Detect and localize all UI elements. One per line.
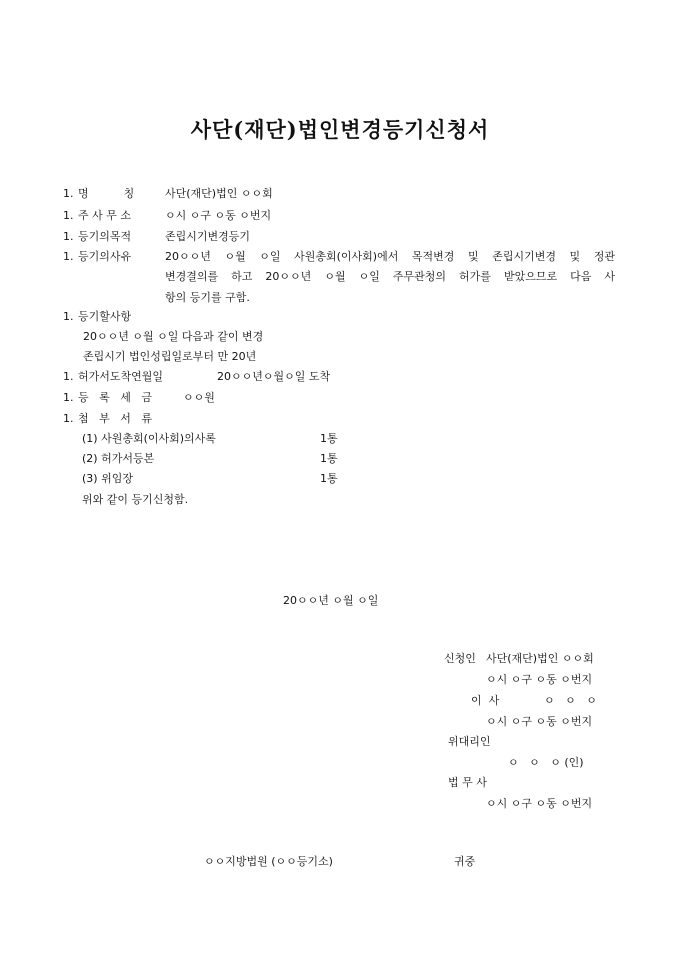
reason-line-3: 항의 등기를 구함.: [165, 291, 250, 304]
matters-label: 등기할사항: [78, 310, 132, 323]
item-number: 1.: [63, 370, 74, 383]
attachment-count: 1통: [320, 472, 338, 485]
application-date: 20ㅇㅇ년 ㅇ월 ㅇ일: [283, 594, 379, 607]
document-title: 사단(재단)법인변경등기신청서: [190, 117, 490, 142]
attachment-count: 1통: [320, 432, 338, 445]
name-value: 사단(재단)법인 ㅇㅇ회: [165, 187, 273, 200]
director-name: ㅇ ㅇ ㅇ: [544, 694, 597, 707]
agent-label: 위대리인: [448, 735, 491, 748]
attachment-label: (3) 위임장: [82, 472, 133, 485]
applicant-address: ㅇ시 ㅇ구 ㅇ동 ㅇ번지: [486, 673, 593, 686]
item-number: 1.: [63, 209, 74, 222]
purpose-label: 등기의목적: [78, 230, 132, 243]
reason-line-2: 변경결의를 하고 20ㅇㅇ년 ㅇ월 ㅇ일 주무관청의 허가를 받았으므로 다음 사: [165, 270, 615, 283]
item-number: 1.: [63, 187, 74, 200]
office-value: ㅇ시 ㅇ구 ㅇ동 ㅇ번지: [165, 209, 272, 222]
purpose-value: 존립시기변경등기: [165, 230, 251, 243]
applicant-label: 신청인: [444, 652, 476, 665]
applicant-name: 사단(재단)법인 ㅇㅇ회: [486, 652, 594, 665]
permit-value: 20ㅇㅇ년ㅇ월ㅇ일 도착: [217, 370, 331, 383]
item-number: 1.: [63, 250, 74, 263]
office-label: 주 사 무 소: [78, 209, 131, 222]
attachment-count: 1통: [320, 452, 338, 465]
director-address: ㅇ시 ㅇ구 ㅇ동 ㅇ번지: [486, 715, 593, 728]
item-number: 1.: [63, 391, 74, 404]
docs-label: 첨 부 서 류: [78, 412, 152, 425]
tax-value: ㅇㅇ원: [183, 391, 215, 404]
scrivener-label: 법 무 사: [448, 776, 487, 789]
director-label: 이 사: [471, 694, 500, 707]
permit-label: 허가서도착연월일: [78, 370, 164, 383]
tax-label: 등 록 세 금: [78, 391, 152, 404]
name-label: 명 칭: [78, 187, 135, 200]
court-name: ㅇㅇ지방법원 (ㅇㅇ등기소): [204, 855, 333, 868]
scrivener-address: ㅇ시 ㅇ구 ㅇ동 ㅇ번지: [486, 797, 593, 810]
attachment-label: (2) 허가서등본: [82, 452, 155, 465]
item-number: 1.: [63, 230, 74, 243]
item-number: 1.: [63, 412, 74, 425]
reason-line-1: 20ㅇㅇ년 ㅇ월 ㅇ일 사원총회(이사회)에서 목적변경 및 존립시기변경 및 정관: [165, 250, 615, 263]
item-number: 1.: [63, 310, 74, 323]
attachment-label: (1) 사원총회(이사회)의사록: [82, 432, 216, 445]
matters-line-1: 20ㅇㅇ년 ㅇ월 ㅇ일 다음과 같이 변경: [83, 330, 264, 343]
closing-statement: 위와 같이 등기신청함.: [82, 493, 189, 506]
honorific: 귀중: [454, 855, 476, 868]
reason-label: 등기의사유: [78, 250, 132, 263]
matters-line-2: 존립시기 법인성립일로부터 만 20년: [83, 350, 257, 363]
agent-name: ㅇ ㅇ ㅇ (인): [508, 756, 584, 769]
